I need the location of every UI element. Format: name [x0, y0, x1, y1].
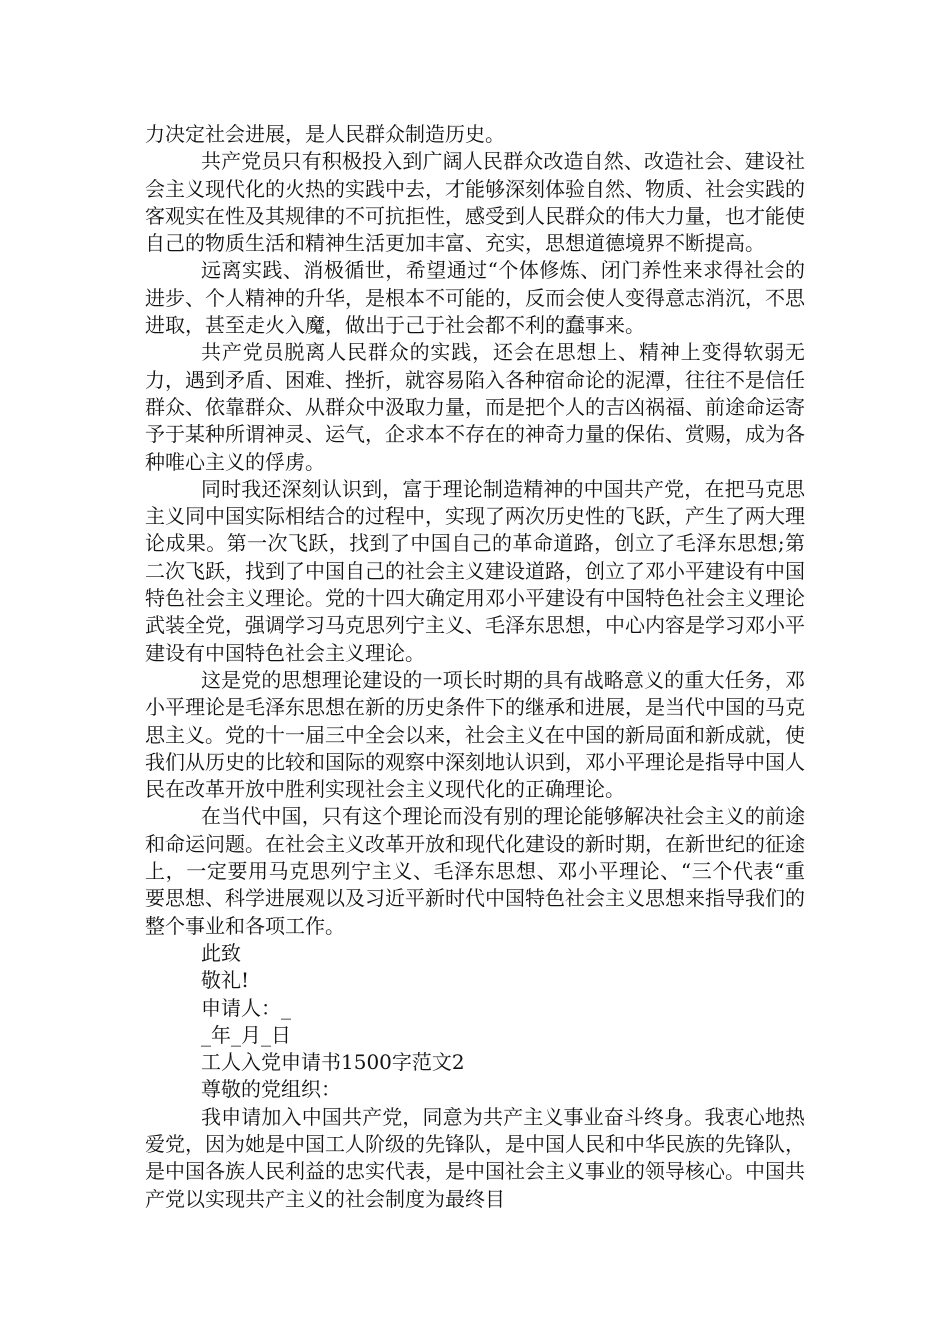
- paragraph-application: 我申请加入中国共产党，同意为共产主义事业奋斗终身。我衷心地热爱党，因为她是中国工人阶级的先锋队，是中国人民和中华民族的先锋队，是中国各族人民利益的忠实代表，是中国社会主义事业的领导核心。中国共产党以实现共产主义的社会制度为最终目: [145, 1104, 805, 1211]
- paragraph-contemporary-china: 在当代中国，只有这个理论而没有别的理论能够解决社会主义的前途和命运问题。在社会主义改革开放和现代化建设的新时期，在新世纪的征途上，一定要用马克思列宁主义、毛泽东思想、邓小平理论、“三个代表“重要思想、科学进展观以及习近平新时代中国特色社会主义思想来指导我们的整个事业和各项工作。: [145, 804, 805, 938]
- applicant-line: 申请人：_: [201, 995, 291, 1020]
- closing-salutation: 此致: [201, 940, 241, 965]
- paragraph-continuation: 力决定社会进展，是人民群众制造历史。: [145, 122, 505, 146]
- paragraph-deng-theory: 这是党的思想理论建设的一项长时期的具有战略意义的重大任务，邓小平理论是毛泽东思想在新的历史条件下的继承和进展，是当代中国的马克思主义。党的十一届三中全会以来，社会主义在中国的新局面和新成就，使我们从历史的比较和国际的观察中深刻地认识到，邓小平理论是指导中国人民在改革开放中胜利实现社会主义现代化的正确理论。: [145, 667, 805, 802]
- paragraph-theory: 同时我还深刻认识到，富于理论制造精神的中国共产党，在把马克思主义同中国实际相结合的过程中，实现了两次历史性的飞跃，产生了两大理论成果。第一次飞跃，找到了中国自己的革命道路，创立了毛泽东思想;第二次飞跃，找到了中国自己的社会主义建设道路，创立了邓小平建设有中国特色社会主义理论。党的十四大确定用邓小平建设有中国特色社会主义理论武装全党，强调学习马克思列宁主义、毛泽东思想，中心内容是学习邓小平建设有中国特色社会主义理论。: [145, 476, 805, 665]
- document-body: [145, 121, 805, 1213]
- greeting-line: 尊敬的党组织：: [201, 1077, 341, 1102]
- date-line: _年_月_日: [201, 1022, 291, 1047]
- section-title: 工人入党申请书1500字范文2: [201, 1050, 465, 1075]
- paragraph-detachment: 共产党员脱离人民群众的实践，还会在思想上、精神上变得软弱无力，遇到矛盾、困难、挫折，就容易陷入各种宿命论的泥潭，往往不是信任群众、依靠群众、从群众中汲取力量，而是把个人的吉凶祸福、前途命运寄予于某种所谓神灵、运气，企求本不存在的神奇力量的保佑、赏赐，成为各种唯心主义的俘虏。: [145, 340, 805, 474]
- closing-regards: 敬礼!: [201, 968, 250, 993]
- paragraph-withdrawal: 远离实践、消极循世，希望通过“个体修炼、闭门养性来求得社会的进步、个人精神的升华，是根本不可能的，反而会使人变得意志消沉，不思进取，甚至走火入魔，做出于己于社会都不利的蠢事来。: [145, 258, 805, 338]
- paragraph-practice: 共产党员只有积极投入到广阔人民群众改造自然、改造社会、建设社会主义现代化的火热的实践中去，才能够深刻体验自然、物质、社会实践的客观实在性及其规律的不可抗拒性，感受到人民群众的伟大力量，也才能使自己的物质生活和精神生活更加丰富、充实，思想道德境界不断提高。: [145, 149, 805, 256]
